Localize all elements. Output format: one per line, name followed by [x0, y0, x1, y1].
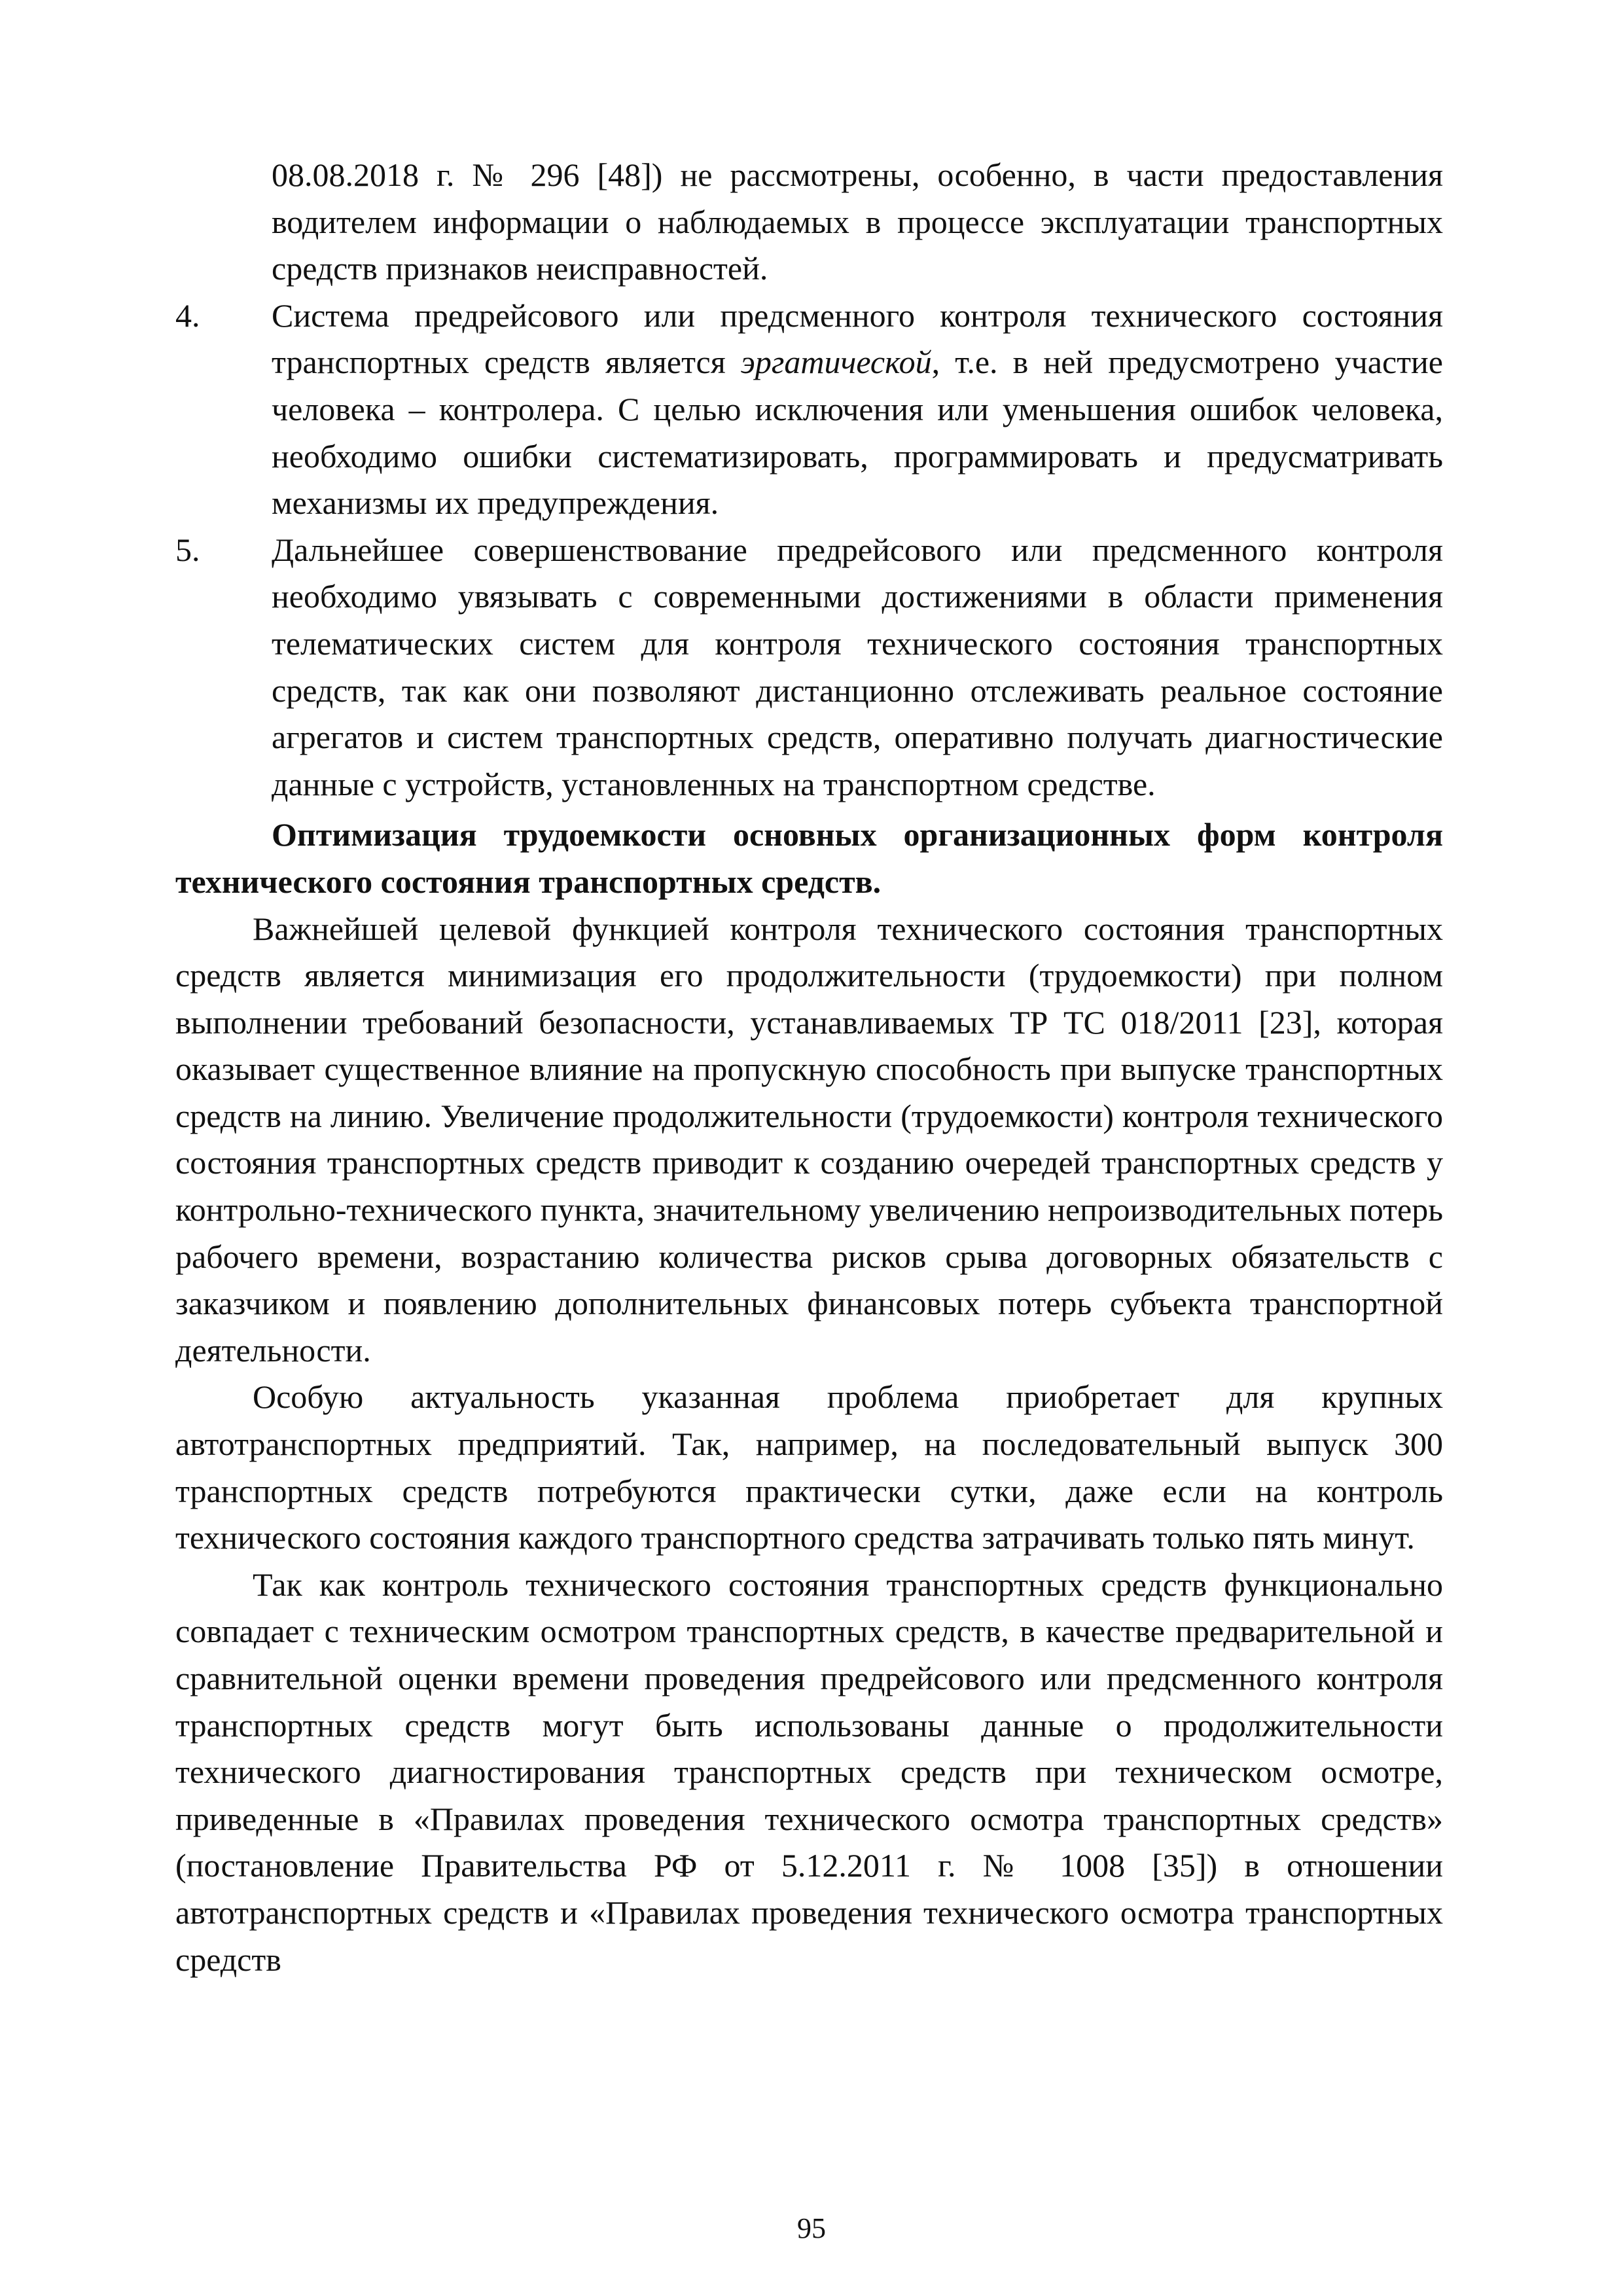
- list-item-5: [175, 527, 1443, 808]
- list-text: [272, 152, 1443, 293]
- list-text-emphasis: эргатической: [740, 344, 932, 381]
- list-text-part: 08.08.2018 г. № 296 [48]) не рассмотрены, особенно, в части предоставления водителем информации о наблюдаемых в процессе эксплуатации транспортных средств признаков неисправностей.: [272, 156, 1443, 287]
- list-text-part: Система предрейсового или предсменного контроля технического состояния транспортных средств является: [272, 296, 1443, 381]
- page-content: [175, 152, 1443, 1983]
- list-text-part: Дальнейшее совершенствование предрейсового или предсменного контроля необходимо увязывать с современными достижениями в области применения телематических систем для контроля технического состояния транспортных средств, так как они позволяют дистанционно отслеживать реальное состояние агрегатов и систем транспортных средств, оперативно получать диагностические данные с устройств, установленных на транспортном средстве.: [272, 531, 1443, 802]
- page-number: 95: [797, 2212, 826, 2244]
- list-number: 5.: [175, 531, 200, 568]
- paragraph: Особую актуальность указанная проблема приобретает для крупных автотранспортных предприятий. Так, например, на последовательный выпуск 300 транспортных средств потребуются практически сутки, даже если на контроль технического состояния каждого транспортного средства затрачивать только пять минут.: [175, 1378, 1443, 1556]
- paragraph: Так как контроль технического состояния транспортных средств функционально совпадает с техническим осмотром транспортных средств, в качестве предварительной и сравнительной оценки времени проведения предрейсового или предсменного контроля транспортных средств могут быть использованы данные о продолжительности технического диагностирования транспортных средств при техническом осмотре, приведенные в «Правилах проведения технического осмотра транспортных средств» (постановление Правительства РФ от 5.12.2011 г. № 1008 [35]) в отношении автотранспортных средств и «Правилах проведения технического осмотра транспортных средств: [175, 1566, 1443, 1978]
- section-heading: Оптимизация трудоемкости основных организационных форм контроля технического состояния транспортных средств.: [175, 816, 1443, 900]
- list-item-4: [175, 293, 1443, 527]
- list-text-part: , т.е. в ней предусмотрено участие человека – контролера. С целью исключения или уменьшения ошибок человека, необходимо ошибки систематизировать, программировать и предусматривать механизмы их предупреждения.: [272, 344, 1443, 522]
- list-text: [272, 293, 1443, 527]
- list-item-continuation: [175, 152, 1443, 293]
- paragraph: Важнейшей целевой функцией контроля технического состояния транспортных средств является минимизация его продолжительности (трудоемкости) при полном выполнении требований безопасности, устанавливаемых ТР ТС 018/2011 [23], которая оказывает существенное влияние на пропускную способность при выпуске транспортных средств на линию. Увеличение продолжительности (трудоемкости) контроля технического состояния транспортных средств приводит к созданию очередей транспортных средств у контрольно-технического пункта, значительному увеличению непроизводительных потерь рабочего времени, возрастанию количества рисков срыва договорных обязательств с заказчиком и появлению дополнительных финансовых потерь субъекта транспортной деятельности.: [175, 910, 1443, 1369]
- list-number: 4.: [175, 296, 200, 334]
- list-text: [272, 527, 1443, 808]
